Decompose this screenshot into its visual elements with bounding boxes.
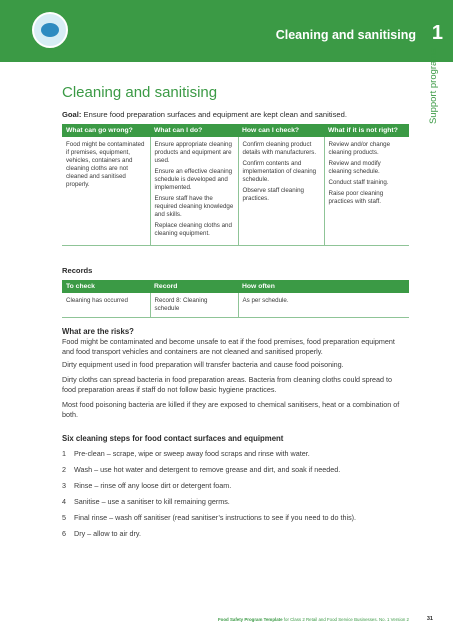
cell-how-can-i-check (238, 137, 324, 246)
step-text: Final rinse – wash off sanitiser (read sanitiser’s instructions to see if you need to do this). (74, 513, 357, 522)
table-row (62, 137, 409, 246)
hazard-table (62, 124, 409, 246)
risk-paragraph: Food might be contaminated and become unsafe to eat if the food premises, food preparation equipment and food transport vehicles and containers are not cleaned and sanitised properly. (62, 337, 395, 356)
step-number: 2 (62, 465, 66, 474)
cell-text: Confirm contents and implementation of cleaning schedule. (242, 160, 317, 183)
steps-heading: Six cleaning steps for food contact surfaces and equipment (62, 434, 284, 443)
risks-heading: What are the risks? (62, 327, 134, 336)
col-header-what-if-not-right: What if it is not right? (324, 124, 409, 137)
records-heading: Records (62, 266, 93, 275)
page-number: 31 (426, 616, 433, 622)
cell-text: Raise poor cleaning practices with staff. (328, 190, 384, 205)
list-item (62, 513, 407, 523)
hazard-table-header (62, 124, 409, 137)
records-table-header (62, 280, 409, 293)
footer-title: Food Safety Program Template (218, 617, 283, 622)
header-title: Cleaning and sanitising (275, 28, 416, 42)
step-text: Wash – use hot water and detergent to remove grease and dirt, and soak if needed. (74, 465, 341, 474)
records-table (62, 280, 409, 318)
page-header (0, 0, 453, 62)
list-item (62, 529, 407, 539)
cell-text: Replace cleaning cloths and cleaning equipment. (154, 222, 232, 237)
table-row (62, 293, 409, 318)
step-number: 1 (62, 449, 66, 458)
cell-record: Record 8: Cleaning schedule (150, 293, 238, 318)
step-number: 6 (62, 529, 66, 538)
step-number: 4 (62, 497, 66, 506)
cell-text: Conduct staff training. (328, 179, 389, 186)
cell-text: Ensure staff have the required cleaning knowledge and skills. (154, 195, 234, 218)
list-item (62, 449, 407, 459)
goal-label: Goal: (62, 110, 82, 119)
cell-text: Review and modify cleaning schedule. (328, 160, 381, 175)
step-text: Pre-clean – scrape, wipe or sweep away food scraps and rinse with water. (74, 449, 310, 458)
cell-text: Food might be contaminated if premises, equipment, vehicles, containers and cleaning cloths are not cleaned and sanitised properly. (66, 141, 145, 188)
cell-how-often: As per schedule. (238, 293, 409, 318)
step-text: Dry – allow to air dry. (74, 529, 141, 538)
list-item (62, 481, 407, 491)
step-text: Rinse – rinse off any loose dirt or detergent foam. (74, 481, 232, 490)
side-tab (424, 48, 448, 138)
cell-text: Ensure appropriate cleaning products and equipment are used. (154, 141, 232, 164)
list-item (62, 497, 407, 507)
step-number: 5 (62, 513, 66, 522)
step-number: 3 (62, 481, 66, 490)
goal-statement (62, 110, 402, 119)
cell-text: Review and/or change cleaning products. (328, 141, 391, 156)
list-item (62, 465, 407, 475)
goal-text: Ensure food preparation surfaces and equipment are kept clean and sanitised. (83, 110, 347, 119)
cell-text: Observe staff cleaning practices. (242, 187, 304, 202)
risk-paragraph: Dirty cloths can spread bacteria in food preparation areas. Bacteria from cleaning cloths could spread to food preparation areas if staff do not follow basic hygiene practices. (62, 375, 393, 394)
col-header-to-check: To check (62, 280, 150, 293)
cell-to-check: Cleaning has occurred (62, 293, 150, 318)
cell-text: Ensure an effective cleaning schedule is developed and implemented. (154, 168, 233, 191)
step-text: Sanitise – use a sanitiser to kill remaining germs. (74, 497, 230, 506)
col-header-how-can-i-check: How can I check? (238, 124, 324, 137)
footer-text: for Class 2 Retail and Food Service Businesses. No. 1 Version 2 (282, 617, 409, 622)
col-header-record: Record (150, 280, 238, 293)
side-tab-label: Support programs (428, 48, 439, 125)
section-number: 1 (431, 22, 443, 44)
risk-paragraph: Most food poisoning bacteria are killed if they are exposed to chemical sanitisers, heat or a combination of both. (62, 400, 400, 419)
cell-text: Confirm cleaning product details with manufacturers. (242, 141, 317, 156)
risk-paragraph: Dirty equipment used in food preparation will transfer bacteria and cause food poisoning. (62, 360, 344, 369)
nsw-food-authority-logo (32, 12, 68, 48)
col-header-what-can-i-do: What can I do? (150, 124, 238, 137)
page-title: Cleaning and sanitising (62, 84, 218, 101)
page-footer (218, 617, 409, 622)
cell-what-can-go-wrong (62, 137, 150, 246)
logo-emblem-icon (41, 23, 59, 37)
cell-what-if-not-right (324, 137, 409, 246)
col-header-what-can-go-wrong: What can go wrong? (62, 124, 150, 137)
cell-what-can-i-do (150, 137, 238, 246)
col-header-how-often: How often (238, 280, 409, 293)
